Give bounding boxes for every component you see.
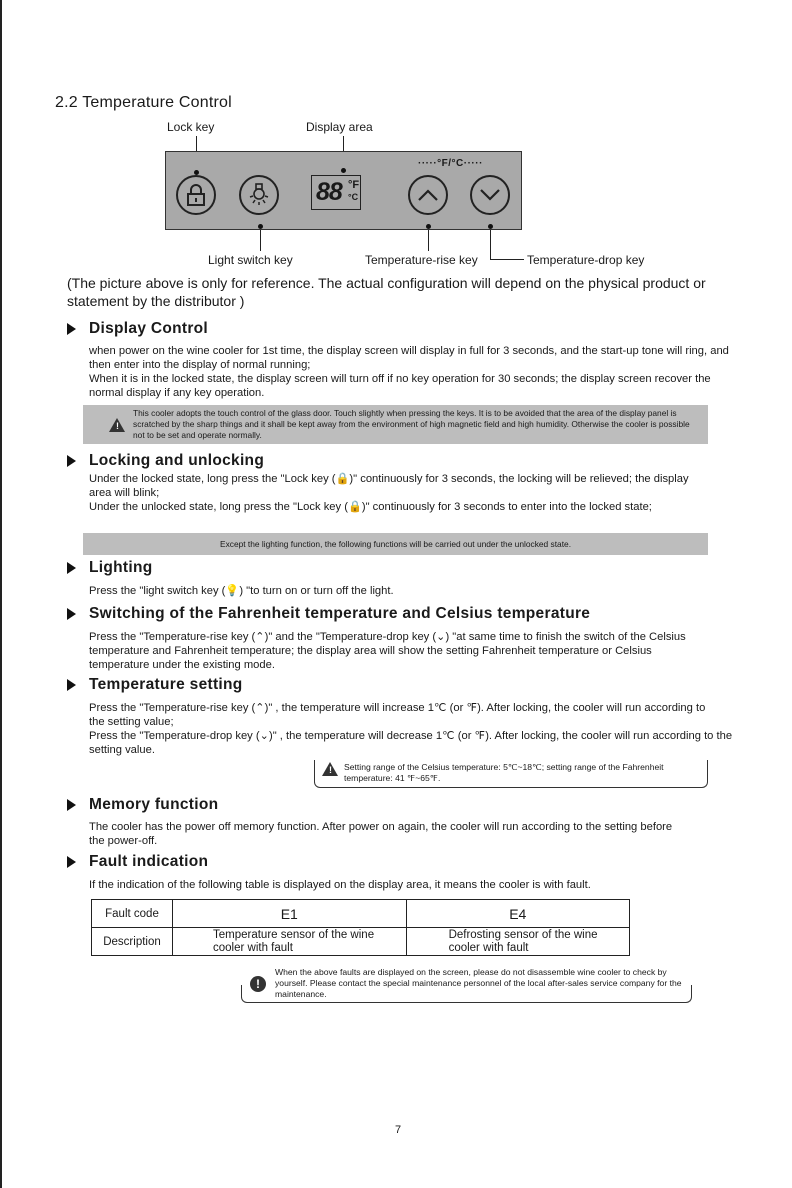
chevron-up-icon: [416, 187, 440, 203]
light-switch-key[interactable]: [239, 175, 279, 215]
page-edge-rule: [0, 0, 2, 1188]
locking-para2: Under the unlocked state, long press the "Lock key (🔒)" continuously for 3 seconds to enter into the locked state;: [89, 501, 652, 513]
unlocked-state-banner: Except the lighting function, the following functions will be carried out under the unlocked state.: [83, 533, 708, 555]
reference-note: (The picture above is only for reference. The actual configuration will depend on the physical product or statement by the distributor ): [67, 275, 706, 309]
warning-icon: !: [322, 762, 338, 776]
unit-fahrenheit: °F: [348, 179, 360, 191]
temperature-rise-key[interactable]: [408, 175, 448, 215]
display-area-label: Display area: [306, 120, 373, 134]
lock-key-label: Lock key: [167, 120, 215, 134]
temperature-rise-key-label: Temperature-rise key: [365, 253, 478, 267]
temperature-drop-key[interactable]: [470, 175, 510, 215]
display-area: [311, 175, 361, 210]
heading-lighting: [67, 559, 153, 577]
switching-para1: Press the "Temperature-rise key (⌃)" and the "Temperature-drop key (⌄) "at same time to finish the switch of the Celsius temperature and Fahrenheit temperature; the display area will show the setting Fahrenheit temperature or Celsius temperature under the existing mode.: [89, 631, 686, 671]
heading-display-control: [67, 320, 208, 338]
fault-description-e4: Defrosting sensor of the wine cooler with fault: [406, 928, 629, 956]
table-row: [92, 928, 630, 956]
chevron-down-icon: [478, 187, 502, 203]
fault-note: When the above faults are displayed on the screen, please do not disassemble wine cooler to check by yourself. Please contact the special maintenance personnel of the local after-sales service company for the maintenance.: [275, 967, 682, 999]
unit-celsius: °C: [348, 192, 359, 202]
heading-text: Fault indication: [89, 853, 209, 870]
row-header: Fault code: [92, 900, 173, 928]
table-row: [92, 900, 630, 928]
fault-description-e1: Temperature sensor of the wine cooler with fault: [173, 928, 407, 956]
row-header: Description: [92, 928, 173, 956]
fault-code-e1: E1: [173, 900, 407, 928]
fault-code-e4: E4: [406, 900, 629, 928]
control-panel: [165, 151, 522, 230]
warning-text: This cooler adopts the touch control of the glass door. Touch slightly when pressing the keys. It is to be avoided that the area of the display panel is scratched by the sharp things and it shall be kept away from the environment of high magnetic field and high humidity. Otherwise the cooler is possible not to be set and operate normally.: [133, 408, 690, 440]
display-digits: 88: [316, 178, 342, 206]
temp-setting-para1: Press the "Temperature-rise key (⌃)" , the temperature will increase 1℃ (or ℉). After locking, the cooler will run according to the setting value;: [89, 702, 706, 728]
light-dot: [258, 224, 263, 229]
bullet-triangle-icon: [67, 323, 76, 335]
temperature-drop-key-label: Temperature-drop key: [527, 253, 645, 267]
bullet-triangle-icon: [67, 679, 76, 691]
bullet-triangle-icon: [67, 799, 76, 811]
drop-key-leader: [490, 225, 491, 259]
memory-para1: The cooler has the power off memory function. After power on again, the cooler will run according to the setting before the power-off.: [89, 821, 673, 847]
exclamation-icon: !: [250, 976, 266, 992]
heading-text: Switching of the Fahrenheit temperature and Celsius temperature: [89, 605, 591, 622]
rise-dot: [426, 224, 431, 229]
display-dot: [341, 168, 346, 173]
temp-setting-para2: Press the "Temperature-drop key (⌄)" , the temperature will decrease 1℃ (or ℉). After locking, the cooler will run according to the setting value.: [89, 730, 733, 756]
setting-range-note: Setting range of the Celsius temperature: 5℃~18℃; setting range of the Fahrenheit temperature: 41 ℉~65℉.: [344, 762, 664, 783]
heading-text: Memory function: [89, 796, 219, 813]
bullet-triangle-icon: [67, 856, 76, 868]
bullet-triangle-icon: [67, 455, 76, 467]
warning-icon: !: [109, 418, 125, 432]
lock-key[interactable]: [176, 175, 216, 215]
heading-text: Temperature setting: [89, 676, 243, 693]
heading-memory: [67, 796, 218, 814]
unit-indicator: ·····°F/°C·····: [418, 158, 483, 169]
light-switch-key-label: Light switch key: [208, 253, 293, 267]
warning-box: [83, 405, 708, 444]
heading-fault: [67, 853, 208, 871]
light-bulb-icon: [246, 182, 272, 208]
fault-table: [91, 899, 630, 956]
page-number: 7: [395, 1124, 402, 1136]
drop-key-leader-h: [490, 259, 524, 260]
display-control-para2: When it is in the locked state, the display screen will turn off if no key operation for 30 seconds; the display screen recover the normal display if any key operation.: [89, 373, 711, 399]
lock-icon: [185, 183, 207, 207]
fault-para1: If the indication of the following table is displayed on the display area, it means the cooler is with fault.: [89, 879, 591, 891]
locking-para1: Under the locked state, long press the "Lock key (🔒)" continuously for 3 seconds, the locking will be relieved; the display area will blink;: [89, 473, 689, 499]
heading-text: Lighting: [89, 559, 153, 576]
bullet-triangle-icon: [67, 608, 76, 620]
bullet-triangle-icon: [67, 562, 76, 574]
display-control-para1: when power on the wine cooler for 1st time, the display screen will display in full for 3 seconds, and the start-up tone will ring, and then enter into the display of normal running;: [89, 345, 729, 371]
heading-locking: [67, 452, 264, 470]
section-title: 2.2 Temperature Control: [55, 94, 232, 111]
heading-switching: [67, 605, 590, 623]
heading-text: Display Control: [89, 320, 209, 337]
heading-temperature-setting: [67, 676, 243, 694]
drop-dot: [488, 224, 493, 229]
heading-text: Locking and unlocking: [89, 452, 265, 469]
lighting-para1: Press the "light switch key (💡) "to turn on or turn off the light.: [89, 585, 394, 597]
